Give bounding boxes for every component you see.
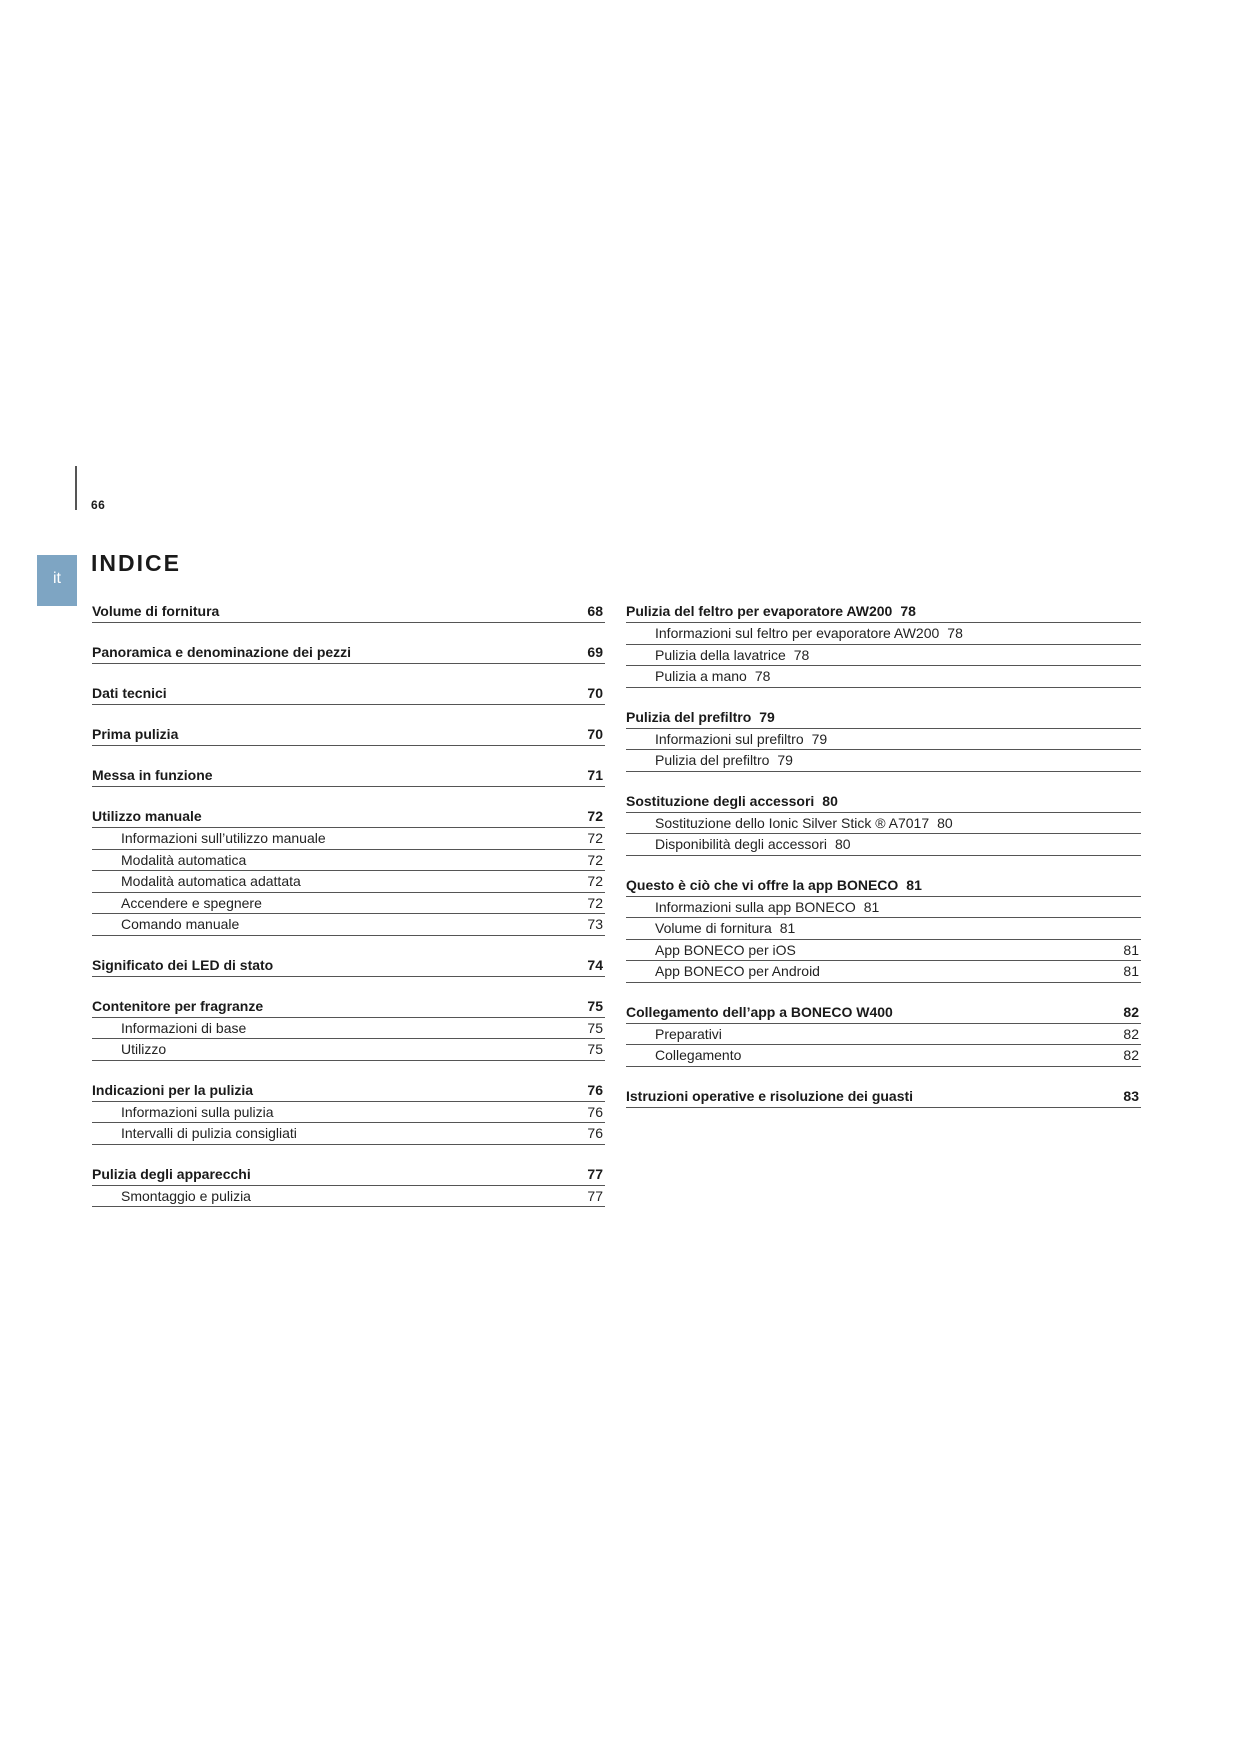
toc-subentry-page: 72: [587, 830, 603, 846]
toc-subentry-label: Sostituzione dello Ionic Silver Stick ® A7017: [655, 814, 930, 831]
toc-section: [92, 805, 605, 936]
toc-subentry-label: Accendere e spegnere: [121, 894, 262, 911]
toc-subentry[interactable]: [626, 1045, 1141, 1067]
toc-entry-page: 83: [1123, 1087, 1139, 1104]
toc-subentry-label: Modalità automatica: [121, 851, 247, 868]
toc-subentry-label: Informazioni sulla app BONECO: [655, 898, 856, 915]
toc-subentry-page: 80: [937, 814, 953, 831]
page-title: INDICE: [91, 550, 181, 576]
toc-entry[interactable]: [626, 600, 1141, 623]
toc-subentry-page: 79: [811, 730, 828, 747]
toc-subentry[interactable]: [626, 1024, 1141, 1046]
toc-subentry-page: 78: [947, 625, 963, 641]
toc-section: [626, 1085, 1141, 1108]
toc-entry-label: Utilizzo manuale: [92, 808, 202, 824]
toc-subentry-label: Pulizia a mano: [655, 668, 747, 684]
toc-section: [92, 995, 605, 1061]
toc-entry-label: Volume di fornitura: [92, 603, 220, 619]
toc-entry-page: 71: [587, 767, 603, 783]
toc-section: [626, 706, 1141, 772]
toc-entry-page: 77: [587, 1165, 603, 1182]
toc-subentry[interactable]: [626, 645, 1141, 667]
toc-subentry[interactable]: [92, 914, 605, 936]
toc-subentry-label: Informazioni sull’utilizzo manuale: [121, 830, 326, 846]
toc-subentry[interactable]: [92, 1186, 605, 1208]
toc-entry[interactable]: [626, 790, 1141, 813]
toc-entry[interactable]: [92, 723, 605, 746]
toc-entry-page: 76: [587, 1081, 603, 1098]
toc-subentry[interactable]: [92, 871, 605, 893]
toc-entry-page: 82: [1123, 1003, 1139, 1020]
toc-entry-label: Questo è ciò che vi offre la app BONECO: [626, 876, 899, 893]
toc-entry-label: Pulizia del feltro per evaporatore AW200: [626, 603, 893, 619]
toc-subentry-page: 72: [587, 894, 603, 911]
toc-subentry-label: Smontaggio e pulizia: [121, 1187, 251, 1204]
toc-subentry-label: Modalità automatica adattata: [121, 873, 301, 889]
toc-subentry-page: 81: [1123, 963, 1139, 979]
toc-subentry-label: Volume di fornitura: [655, 920, 772, 936]
toc-subentry[interactable]: [92, 828, 605, 850]
toc-subentry-page: 79: [777, 752, 793, 768]
toc-subentry-page: 75: [587, 1041, 603, 1057]
toc-entry[interactable]: [92, 1163, 605, 1186]
toc-subentry-page: 73: [587, 916, 603, 932]
toc-entry-page: 79: [759, 708, 775, 725]
toc-section: [92, 954, 605, 977]
toc-section: [92, 723, 605, 746]
toc-subentry-page: 72: [587, 851, 603, 868]
toc-entry[interactable]: [626, 874, 1141, 897]
toc-subentry[interactable]: [92, 1018, 605, 1040]
toc-subentry-label: Informazioni di base: [121, 1019, 247, 1036]
toc-subentry-label: Informazioni sulla pulizia: [121, 1103, 274, 1120]
toc-subentry-label: Pulizia della lavatrice: [655, 646, 786, 663]
toc-entry[interactable]: [92, 641, 605, 664]
toc-entry[interactable]: [92, 600, 605, 623]
toc-subentry[interactable]: [626, 813, 1141, 835]
toc-entry-label: Indicazioni per la pulizia: [92, 1081, 254, 1098]
toc-subentry[interactable]: [92, 1102, 605, 1124]
toc-subentry[interactable]: [626, 623, 1141, 645]
toc-subentry[interactable]: [92, 1039, 605, 1061]
toc-entry[interactable]: [92, 764, 605, 787]
toc-section: [92, 1079, 605, 1145]
toc-entry[interactable]: [92, 1079, 605, 1102]
toc-section: [626, 600, 1141, 688]
toc-entry-page: 70: [587, 726, 603, 742]
toc-subentry[interactable]: [626, 961, 1141, 983]
toc-entry-label: Contenitore per fragranze: [92, 997, 264, 1014]
toc-entry-page: 74: [587, 956, 603, 973]
toc-entry-page: 75: [587, 997, 603, 1014]
toc-subentry[interactable]: [626, 834, 1141, 856]
toc-section: [92, 682, 605, 705]
toc-entry-page: 72: [587, 808, 603, 824]
toc-entry-label: Istruzioni operative e risoluzione dei guasti: [626, 1087, 914, 1104]
toc-subentry-label: Preparativi: [655, 1025, 722, 1042]
toc-entry-page: 68: [587, 603, 603, 619]
toc-entry-label: Pulizia del prefiltro: [626, 708, 752, 725]
margin-rule: [75, 466, 77, 510]
toc-section: [92, 641, 605, 664]
toc-section: [92, 1163, 605, 1208]
language-tab[interactable]: it: [37, 555, 77, 606]
toc-subentry-page: 81: [779, 920, 796, 936]
toc-subentry-label: Pulizia del prefiltro: [655, 752, 770, 768]
toc-right-column: [626, 600, 1141, 1126]
toc-subentry-page: 80: [834, 836, 851, 852]
toc-entry[interactable]: [92, 954, 605, 977]
toc-subentry[interactable]: [92, 850, 605, 872]
toc-subentry-label: Disponibilità degli accessori: [655, 836, 827, 852]
page-number: 66: [91, 498, 106, 512]
toc-subentry-label: Informazioni sul prefiltro: [655, 730, 804, 747]
toc-section: [92, 764, 605, 787]
toc-entry-page: 69: [587, 644, 603, 660]
toc-subentry[interactable]: [626, 666, 1141, 688]
toc-section: [626, 1001, 1141, 1067]
toc-entry-page: 78: [900, 603, 916, 619]
toc-entry[interactable]: [92, 995, 605, 1018]
toc-subentry-label: Informazioni sul feltro per evaporatore AW200: [655, 625, 940, 641]
toc-subentry[interactable]: [626, 729, 1141, 751]
toc-subentry[interactable]: [626, 750, 1141, 772]
toc-subentry[interactable]: [92, 893, 605, 915]
toc-section: [626, 874, 1141, 983]
toc-subentry-label: Utilizzo: [121, 1041, 167, 1057]
toc-subentry[interactable]: [626, 918, 1141, 940]
toc-subentry-page: 82: [1123, 1047, 1139, 1063]
toc-entry[interactable]: [92, 805, 605, 828]
toc-entry[interactable]: [626, 706, 1141, 729]
toc-subentry-label: Comando manuale: [121, 916, 240, 932]
toc-subentry-label: App BONECO per Android: [655, 963, 820, 979]
toc-entry-label: Panoramica e denominazione dei pezzi: [92, 644, 352, 660]
toc-entry-page: 80: [822, 792, 838, 809]
toc-section: [626, 790, 1141, 856]
toc-entry-label: Sostituzione degli accessori: [626, 792, 815, 809]
toc-entry-label: Collegamento dell’app a BONECO W400: [626, 1003, 893, 1020]
toc-subentry-page: 82: [1123, 1025, 1139, 1042]
toc-subentry-page: 78: [754, 668, 771, 684]
toc-entry-label: Pulizia degli apparecchi: [92, 1165, 251, 1182]
toc-section: [92, 600, 605, 623]
toc-subentry[interactable]: [626, 940, 1141, 962]
toc-subentry-page: 75: [587, 1019, 603, 1036]
toc-subentry-label: Collegamento: [655, 1047, 742, 1063]
toc-subentry-page: 76: [587, 1125, 603, 1141]
toc-entry[interactable]: [626, 1085, 1141, 1108]
toc-entry-label: Prima pulizia: [92, 726, 179, 742]
toc-subentry-page: 81: [863, 898, 880, 915]
toc-subentry-page: 81: [1123, 941, 1139, 958]
toc-subentry-page: 78: [793, 646, 810, 663]
toc-entry[interactable]: [92, 682, 605, 705]
toc-subentry-label: Intervalli di pulizia consigliati: [121, 1125, 297, 1141]
toc-subentry-label: App BONECO per iOS: [655, 941, 796, 958]
toc-subentry[interactable]: [92, 1123, 605, 1145]
toc-entry-label: Significato dei LED di stato: [92, 956, 274, 973]
toc-subentry-page: 77: [587, 1187, 603, 1204]
toc-entry[interactable]: [626, 1001, 1141, 1024]
toc-left-column: [92, 600, 605, 1225]
toc-subentry[interactable]: [626, 897, 1141, 919]
toc-entry-label: Dati tecnici: [92, 685, 167, 701]
toc-entry-page: 70: [587, 685, 603, 701]
toc-subentry-page: 72: [587, 873, 603, 889]
toc-entry-label: Messa in funzione: [92, 767, 213, 783]
toc-entry-page: 81: [906, 876, 922, 893]
toc-subentry-page: 76: [587, 1103, 603, 1120]
